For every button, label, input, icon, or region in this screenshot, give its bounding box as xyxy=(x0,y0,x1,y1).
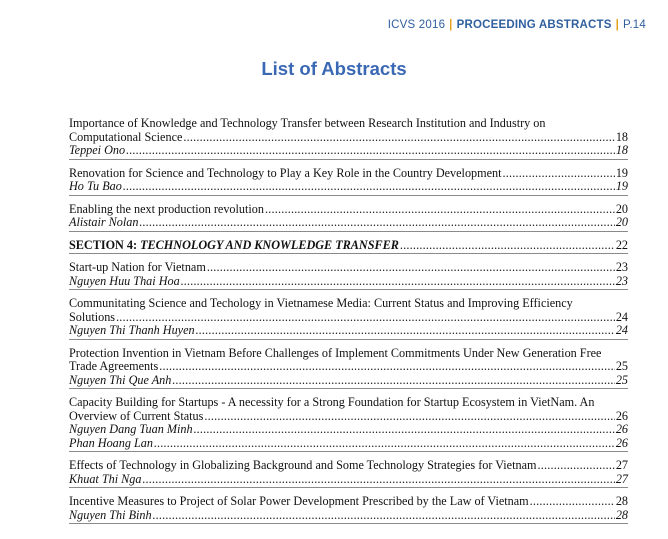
leader-dots xyxy=(154,437,615,451)
toc-entry[interactable] xyxy=(69,459,628,488)
toc-entry[interactable] xyxy=(69,347,628,390)
leader-dots xyxy=(159,360,615,374)
page-number: 19 xyxy=(615,165,628,180)
leader-dots xyxy=(204,410,614,424)
header-section: PROCEEDING ABSTRACTS xyxy=(456,19,612,31)
page-number: 26 xyxy=(615,408,628,423)
page-title: List of Abstracts xyxy=(261,58,407,79)
entry-title-continued[interactable]: Trade Agreements xyxy=(69,359,159,373)
header-page-number: P.14 xyxy=(623,19,646,31)
page-number: 18 xyxy=(615,129,628,144)
page-header xyxy=(388,19,646,31)
entry-title[interactable]: Renovation for Science and Technology to Play a Key Role in the Country Development xyxy=(69,165,502,180)
leader-dots xyxy=(123,180,615,194)
page-number: 20 xyxy=(615,201,628,216)
entry-title-continued[interactable]: Computational Science xyxy=(69,129,183,144)
toc-entry[interactable] xyxy=(69,261,628,290)
page-number: 27 xyxy=(615,458,628,472)
author-name: Alistair Nolan xyxy=(69,215,139,229)
entry-title[interactable]: Start-up Nation for Vietnam xyxy=(69,260,206,274)
section-title[interactable]: TECHNOLOGY AND KNOWLEDGE TRANSFER xyxy=(140,237,399,252)
page-number: 23 xyxy=(615,273,628,288)
entry-title-continued[interactable]: Overview of Current Status xyxy=(69,408,204,423)
page-number: 22 xyxy=(615,237,628,252)
leader-dots xyxy=(153,509,615,523)
leader-dots xyxy=(183,131,614,145)
header-separator: | xyxy=(449,19,453,31)
toc-entry[interactable] xyxy=(69,495,628,524)
leader-dots xyxy=(116,311,615,325)
page-number: 25 xyxy=(615,359,628,373)
table-of-contents xyxy=(69,117,628,524)
entry-title[interactable]: Effects of Technology in Globalizing Background and Some Technology Strategies for Vietnam xyxy=(69,458,537,472)
page-number: 24 xyxy=(615,323,628,337)
entry-title[interactable]: Communitating Science and Techology in Vietnamese Media: Current Status and Improving Efficiency xyxy=(69,296,573,310)
leader-dots xyxy=(400,239,615,253)
page-number: 26 xyxy=(615,422,628,436)
author-name: Ho Tu Bao xyxy=(69,179,122,193)
leader-dots xyxy=(181,275,615,289)
author-name: Nguyen Thi Que Anh xyxy=(69,372,172,387)
page-number: 26 xyxy=(615,435,628,450)
leader-dots xyxy=(265,203,615,217)
page-number: 19 xyxy=(615,179,628,193)
leader-dots xyxy=(142,473,614,487)
leader-dots xyxy=(207,261,615,275)
page-number: 28 xyxy=(615,507,628,522)
page-number: 20 xyxy=(615,215,628,229)
leader-dots xyxy=(537,459,614,473)
page-number: 25 xyxy=(615,372,628,387)
page-number: 23 xyxy=(615,260,628,274)
leader-dots xyxy=(194,423,615,437)
leader-dots xyxy=(172,374,614,388)
leader-dots xyxy=(139,216,614,230)
author-name: Khuat Thi Nga xyxy=(69,471,142,486)
page-number: 28 xyxy=(615,494,628,508)
author-name: Teppei Ono xyxy=(69,143,126,157)
toc-entry[interactable] xyxy=(69,203,628,232)
author-name: Nguyen Huu Thai Hoa xyxy=(69,273,180,288)
leader-dots xyxy=(196,324,615,338)
leader-dots xyxy=(126,144,615,158)
toc-entry[interactable] xyxy=(69,117,628,160)
entry-title-continued[interactable]: Solutions xyxy=(69,309,116,324)
author-name: Phan Hoang Lan xyxy=(69,435,153,450)
leader-dots xyxy=(530,495,615,509)
entry-title[interactable]: Protection Invention in Vietnam Before Challenges of Implement Commitments Under New Generation Free xyxy=(69,345,602,360)
author-name: Nguyen Thi Thanh Huyen xyxy=(69,323,195,337)
toc-entry[interactable] xyxy=(69,396,628,452)
conference-name: ICVS 2016 xyxy=(387,19,446,31)
page-number: 27 xyxy=(615,471,628,486)
author-name: Nguyen Thi Binh xyxy=(69,507,152,522)
entry-title[interactable]: Incentive Measures to Project of Solar Power Development Prescribed by the Law of Vietnam xyxy=(69,494,529,508)
section-label[interactable]: SECTION 4: xyxy=(69,237,141,252)
header-separator: | xyxy=(615,19,620,31)
entry-title[interactable]: Capacity Building for Startups - A necessity for a Strong Foundation for Startup Ecosystem in VietNam. An xyxy=(69,395,595,409)
page-number: 18 xyxy=(615,143,628,157)
entry-title[interactable]: Importance of Knowledge and Technology Transfer between Research Institution and Industry on xyxy=(69,116,546,130)
page-number: 24 xyxy=(615,309,628,324)
entry-title[interactable]: Enabling the next production revolution xyxy=(69,201,264,216)
leader-dots xyxy=(503,167,615,181)
toc-entry[interactable] xyxy=(69,297,628,340)
toc-entry[interactable] xyxy=(69,167,628,196)
section-heading[interactable] xyxy=(69,239,628,255)
author-name: Nguyen Dang Tuan Minh xyxy=(69,422,193,436)
